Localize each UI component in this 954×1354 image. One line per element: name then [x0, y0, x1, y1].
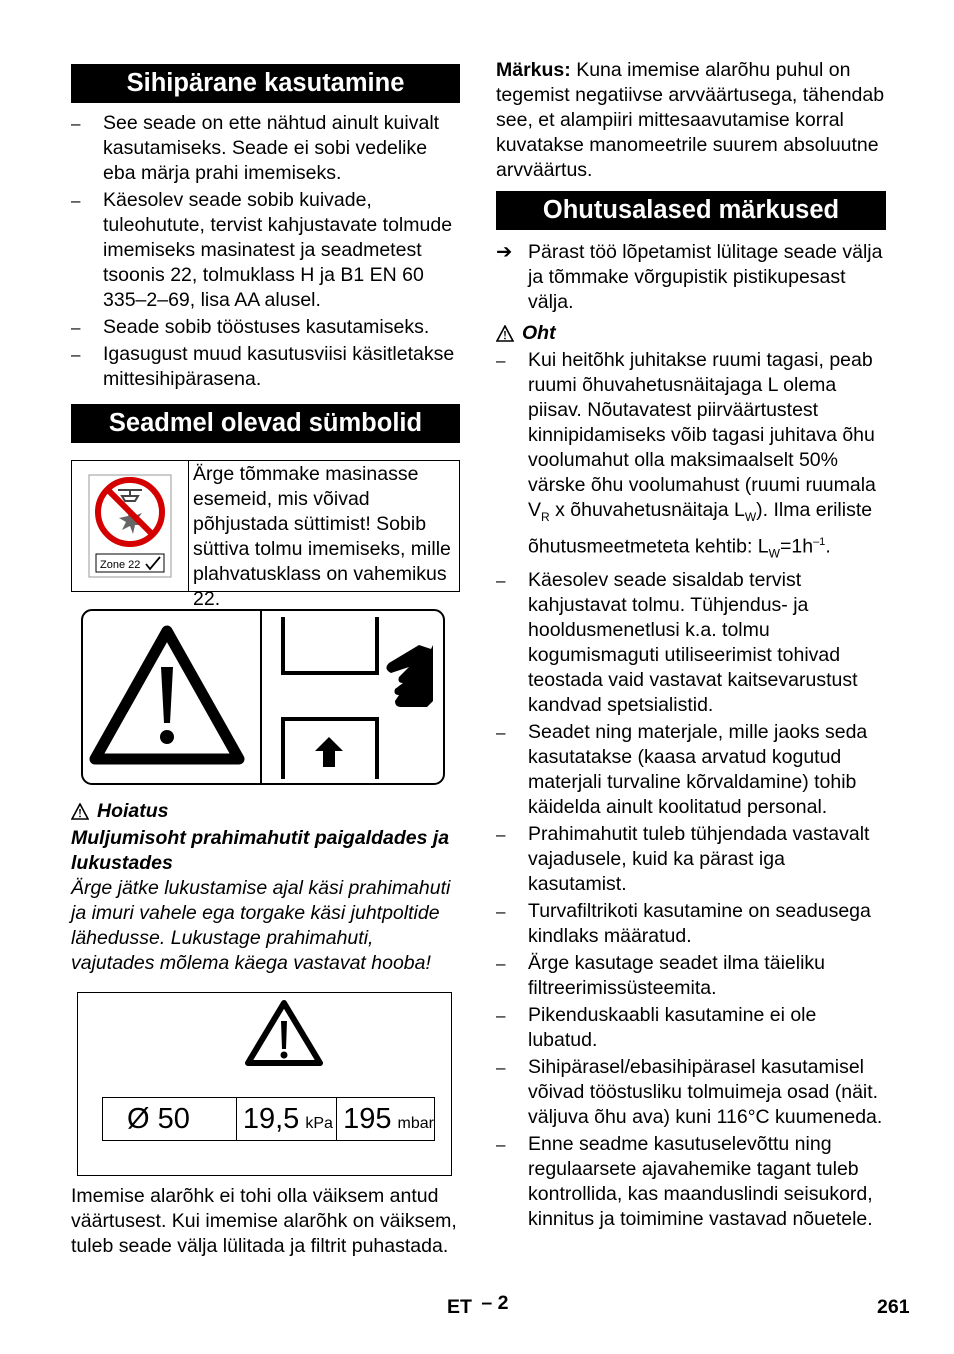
symbol-description: Ärge tõmmake masinasse esemeid, mis võivad põhjustada süttimist! Sobib süttiva tolmu imemiseks, mille plahvatusklass on vahemikus 22.	[193, 463, 451, 610]
arrow-instruction-text: Pärast töö lõpetamist lülitage seade välja ja tõmmake võrgupistik pistikupesast välja.	[528, 241, 883, 313]
note-paragraph	[496, 58, 886, 183]
left-column	[71, 64, 460, 1259]
footer-dash: –	[481, 1292, 493, 1314]
list-item: – Käesolev seade sobib kuivade, tuleohutute, tervist kahjustavate tolmude imemiseks masinatest ja seadmetest tsoonis 22, tolmuklass H ja B1 EN 60 335–2–69, lisa AA alusel.	[71, 188, 460, 313]
note-text: Kuna imemise alarõhu puhul on tegemist negatiivse arvväärtusega, tähendab see, et alampiiri mittesaavutamise korral kuvatakse manomeetrile suurem absoluutne arvväärtus.	[496, 59, 885, 181]
danger-title	[496, 321, 886, 346]
arrow-instruction	[496, 240, 886, 315]
list-item: – Enne seadme kasutuselevõttu ning regulaarsete ajavahemike tagant tuleb kontrollida, kas maanduslindi seisukord, kinnitus ja toimimine vastavad nõuetele.	[496, 1132, 886, 1232]
section-heading-intended-use: Sihipärane kasutamine	[71, 64, 460, 103]
crush-hazard-pictogram	[81, 609, 445, 785]
symbol-table	[71, 460, 460, 610]
language-code: ET	[447, 1296, 472, 1318]
symbol-image-cell	[72, 461, 189, 591]
kpa-value: 19,5	[242, 1102, 300, 1135]
list-item: – Seadet ning materjale, mille jaoks seda kasutatakse (kaasa arvatud kogutud materjali turvaline kõrvaldamine) tohib käidelda ainult koolitatud personal.	[496, 720, 886, 820]
list-item: – Igasugust muud kasutusviisi käsitletakse mittesihipärasena.	[71, 342, 460, 392]
warning-subtitle: Muljumisoht prahimahutit paigaldades ja lukustades	[71, 827, 450, 874]
kpa-unit: kPa	[305, 1114, 333, 1132]
warning-text: Ärge jätke lukustamise ajal käsi prahimahuti ja imuri vahele ega torgake käsi juhtpoltide lähedusse. Lukustage prahimahuti, vajutades mõlema käega vastavat hooba!	[71, 877, 451, 974]
list-item: – Seade sobib tööstuses kasutamiseks.	[71, 315, 460, 340]
page-number: 261	[877, 1296, 910, 1318]
list-item: – Käesolev seade sisaldab tervist kahjustavat tolmu. Tühjendus- ja hooldusmenetlusi k.a. tolmu kogumismaguti utiliseerimist tohivad teostada vaid vastavat kaitsevarustust kandvad spetsialistid.	[496, 568, 886, 718]
warning-triangle-small-icon	[496, 325, 514, 342]
warning-title-text: Hoiatus	[97, 800, 169, 822]
mbar-value: 195	[343, 1102, 392, 1135]
list-item: – Ärge kasutage seadet ilma täieliku filtreerimissüsteemita.	[496, 951, 886, 1001]
section-heading-symbols: Seadmel olevad sümbolid	[71, 404, 460, 443]
list-item: – See seade on ette nähtud ainult kuivalt kasutamiseks. Seade ei sobi vedelike eba märja prahi imemiseks.	[71, 111, 460, 186]
list-item: – Prahimahutit tuleb tühjendada vastavalt vajadusele, kuid ka pärast iga kasutamist.	[496, 822, 886, 897]
warning-triangle-icon	[244, 999, 324, 1069]
list-item: – Kui heitõhk juhitakse ruumi tagasi, peab ruumi õhuvahetusnäitajaga L olema piisav. Nõutavatest piirväärtustest kinnipidamiseks võib tagasi juhitava õhu voolumahut olla maksimaalselt 50% värske õhu voolumahust (ruumi ruumala $V_R$ x õhuvahetusnäitaja $L_W$). Ilma eriliste õhutusmeetmeteta kehtib: $L_W=1h^{-1}$.	[496, 348, 886, 566]
warning-triangle-small-icon	[71, 803, 89, 820]
note-label: Märkus:	[496, 59, 571, 81]
list-item: – Turvafiltrikoti kasutamine on seadusega kindlaks määratud.	[496, 899, 886, 949]
intended-use-list	[71, 111, 460, 392]
pressure-label-box	[77, 992, 452, 1176]
section-heading-safety: Ohutusalased märkused	[496, 191, 886, 230]
pressure-values-row	[102, 1097, 435, 1141]
no-ignition-zone22-icon	[88, 474, 172, 578]
list-item: – Sihipärasel/ebasihipärasel kasutamisel võivad tööstusliku tolmuimeja osad (näit. väljuva õhu ava) kuni 116°C kuumeneda.	[496, 1055, 886, 1130]
diameter-value: Ø 50	[103, 1098, 237, 1140]
safety-list	[496, 348, 886, 1232]
right-column	[496, 58, 886, 1232]
local-page-number: 2	[497, 1292, 509, 1314]
danger-title-text: Oht	[522, 322, 556, 344]
kpa-cell	[237, 1098, 337, 1140]
arrow-right-icon: ➔	[496, 241, 513, 263]
mbar-cell	[337, 1098, 434, 1140]
mbar-unit: mbar	[397, 1114, 434, 1132]
zone-label: Zone 22	[100, 559, 141, 571]
footer-lang	[447, 1292, 509, 1319]
warning-title	[71, 799, 460, 824]
list-item: – Pikenduskaabli kasutamine ei ole lubatud.	[496, 1003, 886, 1053]
pressure-explanation: Imemise alarõhk ei tohi olla väiksem antud väärtusest. Kui imemise alarõhk on väiksem, tuleb seade välja lülitada ja filtrit puhastada.	[71, 1185, 457, 1257]
